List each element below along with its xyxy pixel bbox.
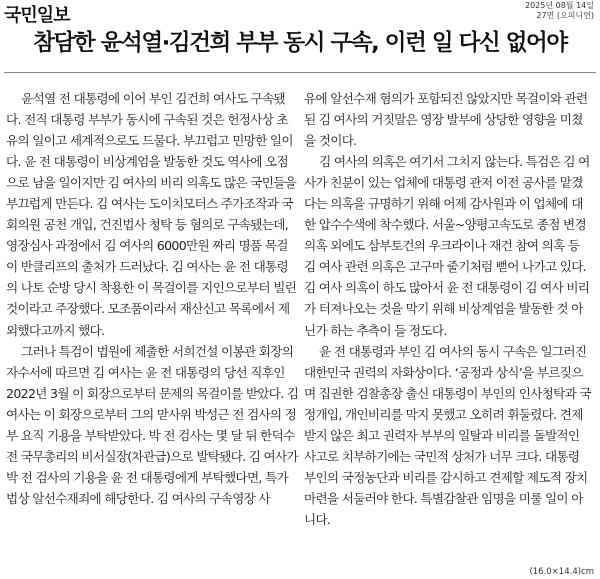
headline-divider xyxy=(4,72,596,73)
paragraph-2: 그러나 특검이 법원에 제출한 서희건설 이봉관 회장의 자수서에 따르면 김 여사는 윤 전 대통령의 당선 직후인 2022년 3월 이 회장으로부터 문제의 목걸이를 받았다. 김 여사는 이 회장으로부터 그의 맏사위 박성근 전 검사의 정부 요직 기용을 부탁받았다. 박 전 검사는 몇 달 뒤 한덕수 전 국무총리의 비서실장(차관급)으로 발탁됐다. 김 여사가 박 전 검사의 기용을 윤 전 대통령에게 부탁했다면, 특가법상 알선수재죄에 해당한다. 김 여사의 구속영장 사 xyxy=(6,343,299,506)
newspaper-logo: 국민일보 xyxy=(4,5,70,26)
article-headline: 참담한 윤석열·김건희 부부 동시 구속, 이런 일 다신 없어야 xyxy=(33,30,567,56)
article-column-right xyxy=(304,88,594,530)
masthead xyxy=(0,0,600,24)
publication-meta xyxy=(525,1,594,21)
paragraph-4: 윤 전 대통령과 부인 김 여사의 동시 구속은 일그러진 대한민국 권력의 자화상이다. ‘공정과 상식’을 부르짖으며 집권한 검찰총장 출신 대통령이 부인의 인사청탁과 국정개입, 개인비리를 막지 못했고 오히려 휘둘렸다. 견제받지 않은 최고 권력자 부부의 일탈과 비리를 돌발적인 사고로 치부하기에는 국민적 상처가 너무 크다. 대통령 부인의 국정농단과 비리를 감시하고 견제할 제도적 장치 마련을 서둘러야 한다. 특별감찰관 임명을 미룰 일이 아니다. xyxy=(304,343,591,527)
article-column-left xyxy=(6,88,299,509)
paragraph-3: 김 여사의 의혹은 여기서 그치지 않는다. 특검은 김 여사가 친분이 있는 업체에 대통령 관저 이전 공사를 맡겼다는 의혹을 규명하기 위해 어제 감사원과 이 업체에 대한 압수수색에 착수했다. 서울~양평고속도로 종점 변경 의혹 외에도 삼부토건의 우크라이나 재건 참여 의혹 등 김 여사 관련 의혹은 고구마 줄기처럼 뻗어 나가고 있다. 김 여사 의혹이 하도 많아서 윤 전 대통령이 김 여사 비리가 터져나오는 것을 막기 위해 비상계엄을 발동한 것 아닌가 하는 추측이 들 정도다. xyxy=(304,154,590,338)
paragraph-1: 윤석열 전 대통령에 이어 부인 김건희 여사도 구속됐다. 전직 대통령 부부가 동시에 구속된 것은 헌정사상 초유의 일이고 세계적으로도 드물다. 부끄럽고 민망한 일이다. 윤 전 대통령이 비상계엄을 발동한 것도 역사에 오점으로 남을 일이지만 김 여사의 비리 의혹도 많은 국민들을 부끄럽게 만든다. 김 여사는 도이치모터스 주가조작과 국회의원 공천 개입, 건진법사 청탁 등 혐의로 구속됐는데, 영장심사 과정에서 김 여사의 6000만원 짜리 명품 목걸이 반클리프의 출처가 드러났다. 김 여사는 윤 전 대통령의 나토 순방 당시 착용한 이 목걸이를 지인으로부터 빌린 것이라고 주장했다. 모조품이라서 재산신고 목록에서 제외했다고까지 했다. xyxy=(6,91,297,338)
paragraph-2-continued: 유에 알선수재 혐의가 포함되진 않았지만 목걸이와 관련된 김 여사의 거짓말은 영장 발부에 상당한 영향을 미쳤을 것이다. xyxy=(304,91,588,149)
article-size-note: (16.0×14.4)cm xyxy=(529,567,594,577)
page-section: 27면 (오피니언) xyxy=(536,11,594,20)
publication-date: 2025년 08월 14일 xyxy=(525,1,594,10)
